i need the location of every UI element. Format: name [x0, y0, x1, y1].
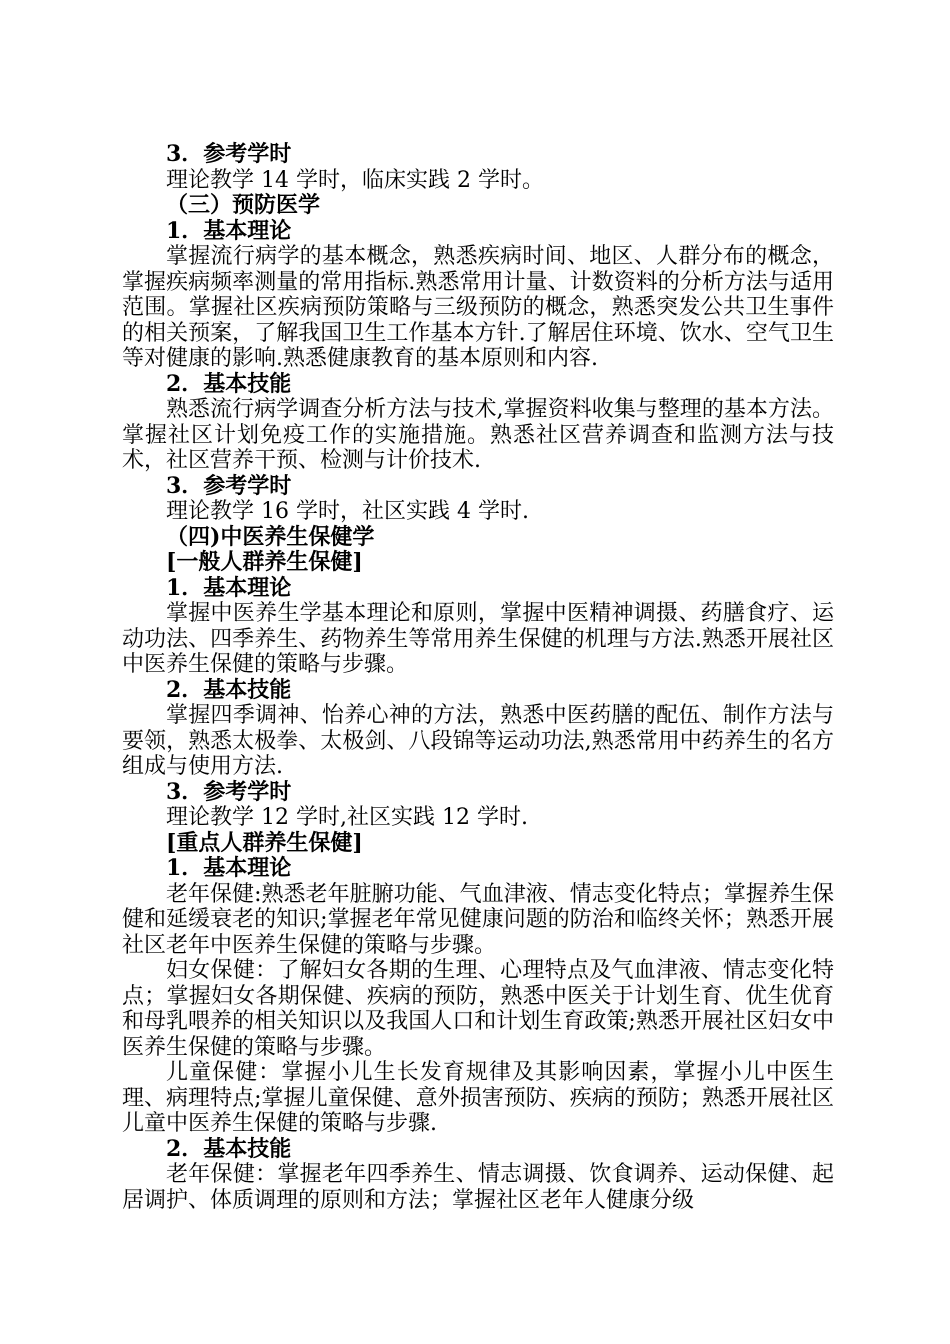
paragraph: 儿童保健：掌握小儿生长发育规律及其影响因素，掌握小儿中医生理、病理特点;掌握儿童保健、意外损害预防、疾病的预防；熟悉开展社区儿童中医养生保健的策略与步骤.: [122, 1060, 834, 1136]
section-heading: [一般人群养生保健]: [166, 549, 363, 575]
section-heading: 3．参考学时: [166, 141, 292, 167]
body-line: 理论教学 12 学时,社区实践 12 学时.: [166, 805, 528, 830]
section-heading: 2．基本技能: [166, 676, 292, 703]
paragraph: 妇女保健：了解妇女各期的生理、心理特点及气血津液、情志变化特点；掌握妇女各期保健、疾病的预防，熟悉中医关于计划生育、优生优育和母乳喂养的相关知识以及我国人口和计划生育政策;熟悉开展社区妇女中医养生保健的策略与步骤。: [122, 958, 834, 1060]
paragraph: 掌握四季调神、怡养心神的方法，熟悉中医药膳的配伍、制作方法与要领，熟悉太极拳、太极剑、八段锦等运动功法,熟悉常用中药养生的名方组成与使用方法.: [122, 703, 834, 779]
paragraph: 掌握流行病学的基本概念，熟悉疾病时间、地区、人群分布的概念，掌握疾病频率测量的常用指标.熟悉常用计量、计数资料的分析方法与适用范围。掌握社区疾病预防策略与三级预防的概念，熟悉突发公共卫生事件的相关预案，了解我国卫生工作基本方针.了解居住环境、饮水、空气卫生等对健康的影响.熟悉健康教育的基本原则和内容.: [122, 244, 834, 371]
section-heading: [重点人群养生保健]: [166, 829, 363, 856]
body-line: 理论教学 14 学时，临床实践 2 学时。: [166, 167, 544, 193]
section-heading: 2．基本技能: [166, 370, 292, 397]
paragraph: 老年保健：掌握老年四季养生、情志调摄、饮食调养、运动保健、起居调护、体质调理的原则和方法；掌握社区老年人健康分级: [122, 1162, 834, 1213]
document-page: [122, 142, 834, 1213]
paragraph: 熟悉流行病学调查分析方法与技术,掌握资料收集与整理的基本方法。掌握社区计划免疫工作的实施措施。熟悉社区营养调查和监测方法与技术，社区营养干预、检测与计价技术.: [122, 397, 834, 473]
paragraph: 掌握中医养生学基本理论和原则，掌握中医精神调摄、药膳食疗、运动功法、四季养生、药物养生等常用养生保健的机理与方法.熟悉开展社区中医养生保健的策略与步骤。: [122, 601, 834, 677]
section-heading: 1．基本理论: [166, 217, 292, 244]
body-line: 理论教学 16 学时，社区实践 4 学时.: [166, 499, 529, 524]
paragraph: 老年保健:熟悉老年脏腑功能、气血津液、情志变化特点；掌握养生保健和延缓衰老的知识;掌握老年常见健康问题的防治和临终关怀；熟悉开展社区老年中医养生保健的策略与步骤。: [122, 881, 834, 958]
section-heading: （四)中医养生保健学: [166, 523, 375, 550]
section-heading: 3．参考学时: [166, 778, 292, 805]
section-heading: （三）预防医学: [166, 192, 321, 218]
section-heading: 2．基本技能: [166, 1135, 292, 1162]
section-heading: 3．参考学时: [166, 472, 292, 499]
section-heading: 1．基本理论: [166, 855, 292, 881]
section-heading: 1．基本理论: [166, 574, 292, 601]
